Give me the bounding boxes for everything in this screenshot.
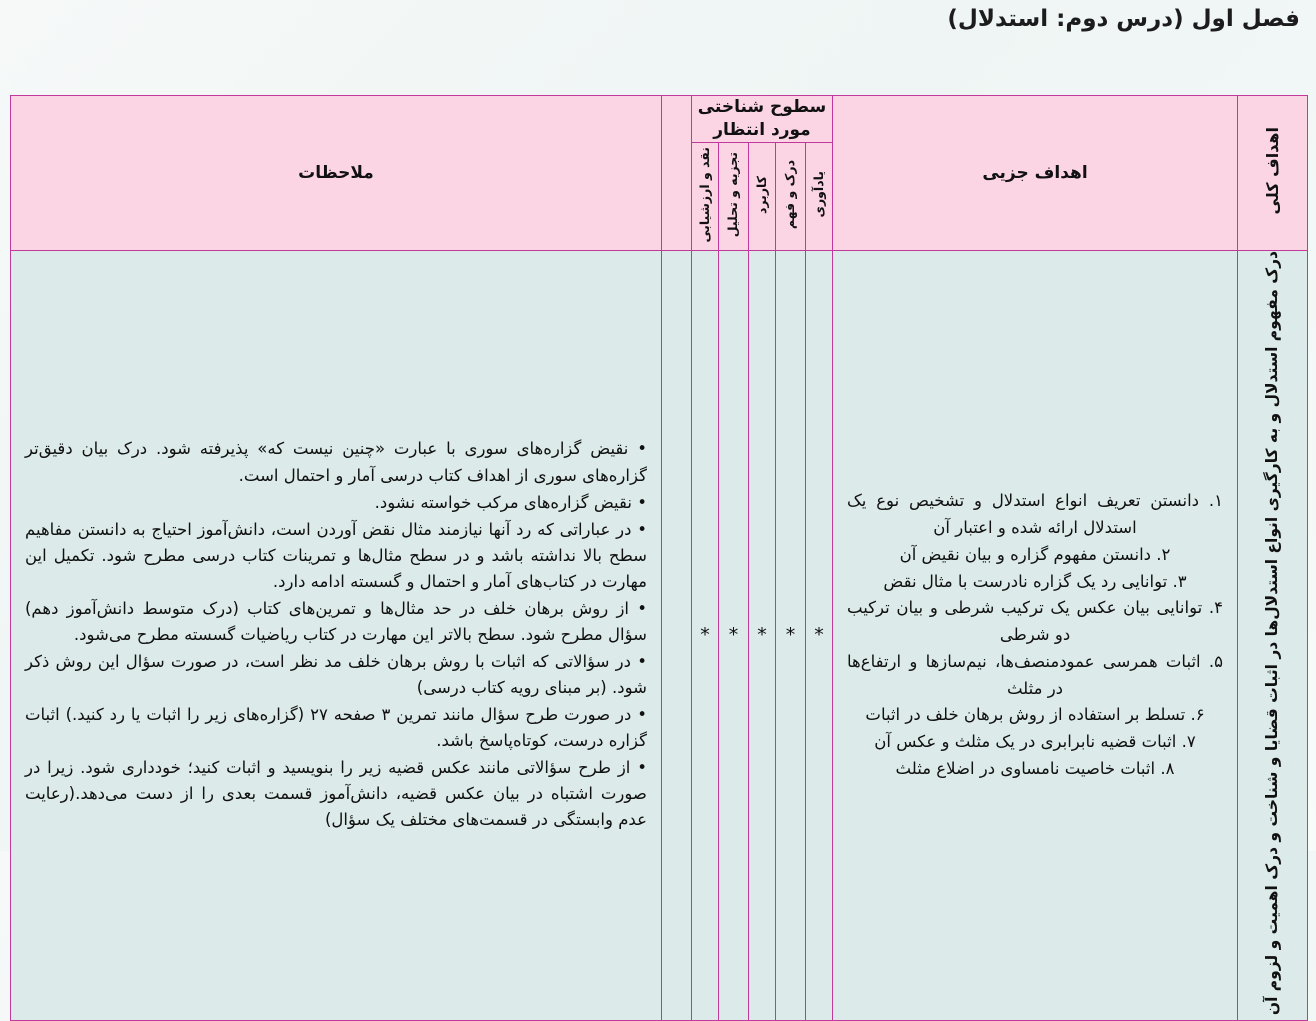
- star-icon: *: [728, 623, 739, 646]
- header-minor-goals-label: اهداف جزیی: [982, 163, 1088, 184]
- header-level-dark-o-fahm: [776, 142, 806, 251]
- header-extra-cognitive-level: [661, 96, 691, 251]
- list-item: ۴. توانایی بیان عکس یک ترکیب شرطی و بیان ترکیب دو شرطی: [847, 598, 1223, 645]
- list-item: ۱. دانستن تعریف انواع استدلال و تشخیص نوع یک استدلال ارائه شده و اعتبار آن: [847, 491, 1223, 538]
- header-level-yadavari-label: یادآوری: [810, 171, 826, 218]
- header-level-tajzieh-tahlil-label: تجزیه و تحلیل: [725, 151, 741, 238]
- cell-mark-karbord: [749, 251, 776, 1020]
- objectives-table-container: [10, 95, 1308, 1016]
- header-cognitive-levels-label: سطوح شناختی مورد انتظار: [697, 97, 827, 140]
- cell-general-goal: [1238, 251, 1308, 1020]
- table-header-row-group: [11, 96, 1308, 143]
- minor-goals-list: [833, 478, 1237, 792]
- list-item: ۵. اثبات همرسی عمودمنصف‌ها، نیم‌سازها و ارتفاع‌ها در مثلث: [847, 651, 1223, 698]
- page-title: فصل اول (درس دوم: استدلال): [947, 6, 1300, 32]
- header-level-naghd-arzeshyabi-label: نقد و ارزشیابی: [696, 146, 712, 243]
- header-general-goals: [1238, 96, 1308, 251]
- header-remarks-label: ملاحظات: [298, 163, 374, 184]
- star-icon: *: [757, 623, 767, 646]
- objectives-table: [10, 95, 1308, 1021]
- list-item: ۳. توانایی رد یک گزاره نادرست با مثال نقض: [883, 571, 1187, 591]
- cell-minor-goals: [833, 251, 1238, 1020]
- header-level-karbord: [749, 142, 776, 251]
- header-cognitive-levels-group: [691, 96, 832, 143]
- list-item: ۸. اثبات خاصیت نامساوی در اضلاع مثلث: [895, 758, 1175, 778]
- header-level-karbord-label: کاربرد: [753, 175, 769, 214]
- star-icon: *: [700, 623, 710, 646]
- table-row: [11, 251, 1308, 1020]
- cell-remarks: [11, 251, 662, 1020]
- star-icon: *: [785, 623, 796, 646]
- star-icon: *: [814, 623, 824, 646]
- header-general-goals-label: اهداف کلی: [1263, 126, 1282, 215]
- list-item: ۶. تسلط بر استفاده از روش برهان خلف در اثبات: [865, 705, 1205, 725]
- cell-mark-khalagh-noavari: [661, 251, 691, 1020]
- header-level-tajzieh-tahlil: [719, 142, 749, 251]
- list-item: • در سؤالاتی که اثبات با روش برهان خلف مد نظر است، در صورت سؤال این روش ذکر شود. (بر مبنای رویه کتاب درسی): [25, 651, 647, 698]
- list-item: • در صورت طرح سؤال مانند تمرین ۳ صفحه ۲۷ (گزاره‌های زیر را اثبات یا رد کنید.) اثبات گزاره درست، کوتاه‌پاسخ باشد.: [25, 705, 647, 751]
- header-remarks: [11, 96, 662, 251]
- header-level-naghd-arzeshyabi: [691, 142, 718, 251]
- list-item: • نقیض گزاره‌های مرکب خواسته نشود.: [374, 492, 647, 512]
- cell-mark-tajzieh-tahlil: [719, 251, 749, 1020]
- header-level-yadavari: [806, 142, 833, 251]
- list-item: ۲. دانستن مفهوم گزاره و بیان نقیض آن: [899, 544, 1171, 564]
- remarks-list: [11, 426, 661, 844]
- header-minor-goals: [833, 96, 1238, 251]
- list-item: • نقیض گزاره‌های سوری با عبارت «چنین نیست که» پذیرفته شود. درک بیان دقیق‌تر گزاره‌های سوری از اهداف کتاب درسی آمار و احتمال است.: [25, 439, 647, 485]
- general-goal-text: درک مفهوم استدلال و به کارگیری انواع استدلال‌ها در اثبات قضایا و شناخت و درک اهمیت و لزوم آن: [1263, 251, 1282, 1016]
- list-item: • از طرح سؤالاتی مانند عکس قضیه زیر را بنویسید و اثبات کنید؛ خودداری شود. زیرا در صورت اشتباه در بیان عکس قضیه، دانش‌آموز قسمت بعدی را از دست می‌دهد.(رعایت عدم وابستگی در قسمت‌های مختلف یک سؤال): [25, 758, 647, 830]
- cell-mark-naghd-arzeshyabi: [691, 251, 718, 1020]
- cell-mark-yadavari: [806, 251, 833, 1020]
- header-level-dark-o-fahm-label: درک و فهم: [782, 160, 798, 230]
- list-item: • از روش برهان خلف در حد مثال‌ها و تمرین‌های کتاب (درک متوسط دانش‌آموز دهم) سؤال مطرح شود. سطح بالاتر این مهارت در کتاب ریاضیات گسسته مطرح می‌شود.: [25, 598, 647, 644]
- cell-mark-dark-o-fahm: [776, 251, 806, 1020]
- list-item: ۷. اثبات قضیه نابرابری در یک مثلث و عکس آن: [874, 731, 1196, 751]
- list-item: • در عباراتی که رد آنها نیازمند مثال نقض آوردن است، دانش‌آموز احتیاج به دانستن مفاهیم سطح بالا نداشته باشد و در سطح مثال‌ها و تمرینات کتاب درسی مطرح شود. تکمیل این مهارت در کتاب‌های آمار و احتمال و گسسته ادامه دارد.: [25, 519, 647, 591]
